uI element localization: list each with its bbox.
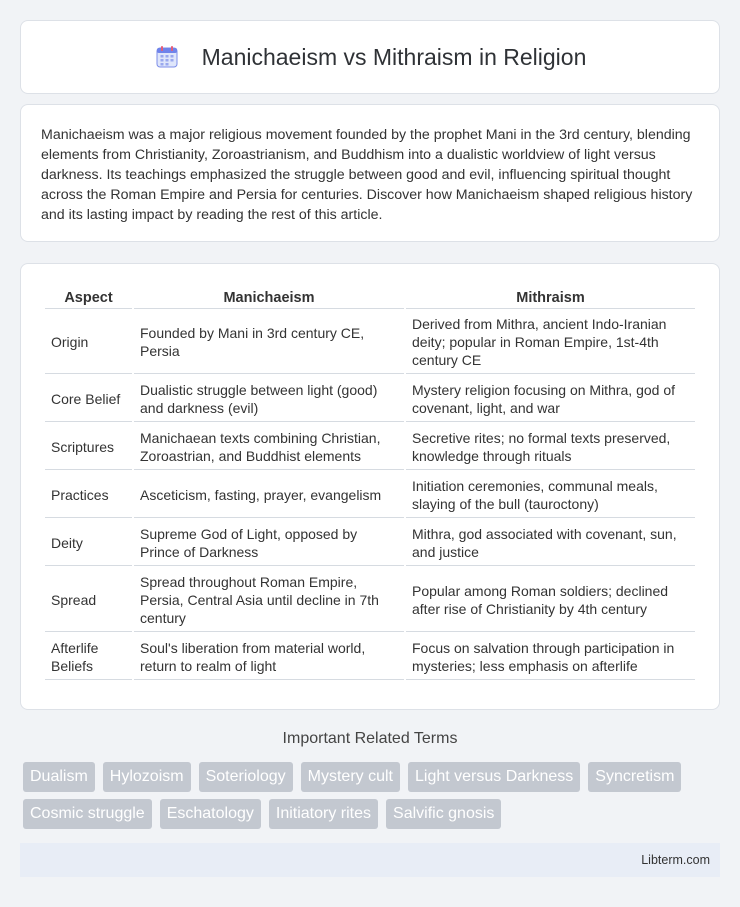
header-manichaeism: Manichaeism (134, 286, 404, 309)
intro-card (20, 104, 720, 242)
header-aspect: Aspect (45, 286, 132, 309)
row-aspect: Core Belief (45, 376, 132, 422)
row-mithraism: Derived from Mithra, ancient Indo-Iranian deity; popular in Roman Empire, 1st-4th century CE (406, 311, 695, 374)
row-mithraism: Initiation ceremonies, communal meals, slaying of the bull (tauroctony) (406, 472, 695, 518)
page-title: Manichaeism vs Mithraism in Religion (201, 43, 587, 70)
tag[interactable]: Mystery cult (301, 762, 400, 792)
header-mithraism: Mithraism (406, 286, 695, 309)
table-row (45, 424, 695, 470)
comparison-table (43, 284, 697, 682)
calendar-icon (154, 44, 180, 70)
table-row (45, 472, 695, 518)
row-manichaeism: Dualistic struggle between light (good) and darkness (evil) (134, 376, 404, 422)
row-aspect: Spread (45, 568, 132, 632)
tag[interactable]: Salvific gnosis (386, 799, 501, 829)
table-row (45, 311, 695, 374)
related-terms-title: Important Related Terms (282, 730, 458, 747)
tag[interactable]: Light versus Darkness (408, 762, 580, 792)
row-manichaeism: Founded by Mani in 3rd century CE, Persia (134, 311, 404, 374)
row-manichaeism: Spread throughout Roman Empire, Persia, Central Asia until decline in 7th century (134, 568, 404, 632)
table-row (45, 568, 695, 632)
row-mithraism: Focus on salvation through participation in mysteries; less emphasis on afterlife (406, 634, 695, 680)
row-aspect: Practices (45, 472, 132, 518)
tag[interactable]: Syncretism (588, 762, 681, 792)
tag[interactable]: Initiatory rites (269, 799, 378, 829)
related-tags (23, 762, 703, 836)
row-mithraism: Secretive rites; no formal texts preserved, knowledge through rituals (406, 424, 695, 470)
row-manichaeism: Soul's liberation from material world, return to realm of light (134, 634, 404, 680)
intro-text: Manichaeism was a major religious movement founded by the prophet Mani in the 3rd century, blending elements from Christianity, Zoroastrianism, and Buddhism into a dualistic worldview of light versus darkness. Its teachings emphasized the struggle between good and evil, influencing spiritual thought across the Roman Empire and Persia for centuries. Discover how Manichaeism shaped religious history and its lasting impact by reading the rest of this article. (41, 127, 693, 223)
row-mithraism: Popular among Roman soldiers; declined after rise of Christianity by 4th century (406, 568, 695, 632)
row-aspect: Deity (45, 520, 132, 566)
tag[interactable]: Soteriology (199, 762, 293, 792)
row-manichaeism: Asceticism, fasting, prayer, evangelism (134, 472, 404, 518)
header-card (20, 20, 720, 94)
table-row (45, 634, 695, 680)
comparison-card (20, 263, 720, 710)
tag[interactable]: Eschatology (160, 799, 261, 829)
table-header-row (45, 286, 695, 309)
table-row (45, 376, 695, 422)
row-aspect: Origin (45, 311, 132, 374)
footer-brand-link[interactable]: Libterm.com (641, 853, 710, 867)
tag[interactable]: Cosmic struggle (23, 799, 152, 829)
row-mithraism: Mystery religion focusing on Mithra, god of covenant, light, and war (406, 376, 695, 422)
row-manichaeism: Manichaean texts combining Christian, Zoroastrian, and Buddhist elements (134, 424, 404, 470)
row-mithraism: Mithra, god associated with covenant, sun, and justice (406, 520, 695, 566)
row-manichaeism: Supreme God of Light, opposed by Prince of Darkness (134, 520, 404, 566)
footer (20, 843, 720, 877)
row-aspect: Scriptures (45, 424, 132, 470)
row-aspect: Afterlife Beliefs (45, 634, 132, 680)
tag[interactable]: Hylozoism (103, 762, 191, 792)
tag[interactable]: Dualism (23, 762, 95, 792)
table-row (45, 520, 695, 566)
